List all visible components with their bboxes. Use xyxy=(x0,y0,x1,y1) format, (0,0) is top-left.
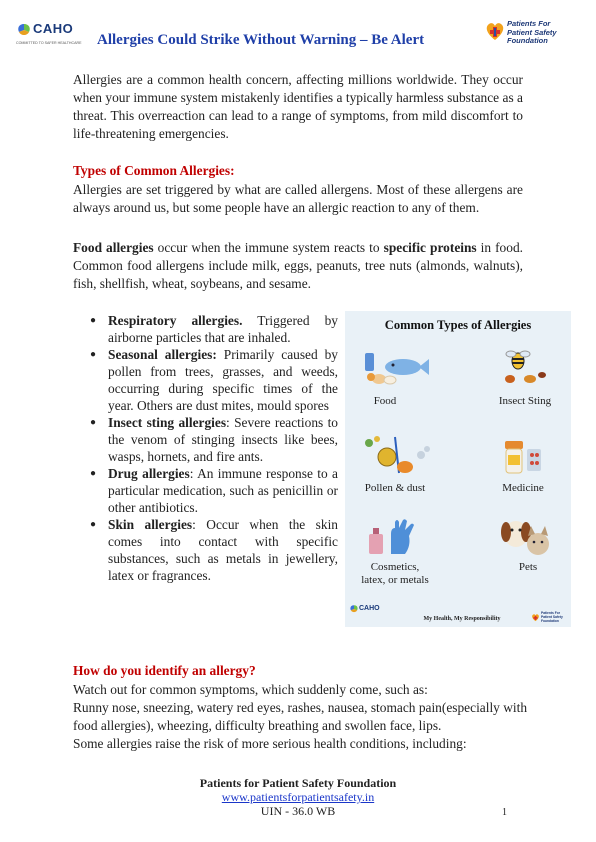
label-food: Food xyxy=(373,395,397,407)
infographic-title: Common Types of Allergies xyxy=(384,318,532,332)
caho-tagline: COMMITTED TO SAFER HEALTHCARE xyxy=(16,41,82,45)
bullet-title: Skin allergies xyxy=(108,517,193,532)
intro-paragraph: Allergies are a common health concern, affecting millions worldwide. They occur when your immune system mistakenly identifies a typically harmless substance as a threat. This overreaction can lead to a range of symptoms, from mild discomfort to life-threatening emergencies. xyxy=(73,72,523,141)
footer-organization: Patients for Patient Safety Foundation xyxy=(199,776,397,790)
allergy-bullet-list xyxy=(90,312,338,584)
types-paragraph: Allergies are set triggered by what are called allergens. Most of these allergens are always around us, but some people have an allergic reaction to any of them. xyxy=(73,182,523,215)
bullet-title: Drug allergies xyxy=(108,466,190,481)
heart-cross-icon xyxy=(484,20,506,42)
bullet-title: Respiratory allergies. xyxy=(108,313,243,328)
list-item xyxy=(90,465,338,516)
psf-line-1: Patients For xyxy=(507,19,551,28)
bullet-text: : Occur when the skin comes into contact with specific substances, such as metals in jewellery, latex or fragrances. xyxy=(108,517,338,583)
label-cosmetics xyxy=(355,561,435,587)
label-insect: Insect Sting xyxy=(498,395,552,407)
food-paragraph xyxy=(73,239,523,293)
footer-uin: UIN - 36.0 WB xyxy=(260,804,336,818)
medicine-icon xyxy=(501,437,545,477)
caho-name: CAHO xyxy=(33,21,74,36)
allergy-infographic xyxy=(345,311,571,627)
label-cosmetics-line2: latex, or metals xyxy=(361,574,429,586)
footer-link[interactable]: www.patientsforpatientsafety.in xyxy=(221,790,375,804)
insect-icon xyxy=(500,349,550,389)
food-bold2: specific proteins xyxy=(383,240,477,255)
list-item xyxy=(90,346,338,414)
cosmetics-icon xyxy=(365,516,421,558)
bullet-title: Insect sting allergies xyxy=(108,415,227,430)
list-item xyxy=(90,414,338,465)
list-item xyxy=(90,312,338,346)
types-heading: Types of Common Allergies: xyxy=(73,163,235,178)
identify-line-2: Runny nose, sneezing, watery red eyes, rashes, nausea, stomach pain(especially with food allergies), wheezing, difficulty breathing and swollen face, lips. xyxy=(73,700,528,733)
label-medicine: Medicine xyxy=(502,482,544,494)
bullet-text: : An immune response to a particular medication, such as penicillin or other antibiotics. xyxy=(108,466,338,515)
food-lead: Food allergies xyxy=(73,240,154,255)
psf-line-2: Patient Safety xyxy=(507,27,557,37)
food-icon xyxy=(363,349,429,387)
bullet-text: Primarily caused by pollen from trees, grasses, and weeds, occurring during specific times of the year. Others are dust mites, mould spores xyxy=(108,347,338,413)
label-pollen: Pollen & dust xyxy=(364,482,426,494)
label-cosmetics-line1: Cosmetics, xyxy=(370,561,420,573)
identify-line-1: Watch out for common symptoms, which suddenly come, such as: xyxy=(73,682,428,697)
label-pets: Pets xyxy=(518,561,538,573)
caho-mark-icon xyxy=(16,22,32,38)
pollen-icon xyxy=(361,433,431,477)
infographic-slogan: My Health, My Responsibility xyxy=(423,616,501,622)
infographic-caho: CAHO xyxy=(359,605,380,612)
psf-mini-icon xyxy=(531,613,540,622)
pets-icon xyxy=(500,512,554,558)
bullet-text: Triggered by airborne particles that are inhaled. xyxy=(108,313,338,345)
infographic-psf: Patients For Patient Safety Foundation xyxy=(541,611,563,623)
bullet-title: Seasonal allergies: xyxy=(108,347,217,362)
psf-logo-text xyxy=(507,20,557,46)
list-item xyxy=(90,516,338,584)
identify-heading: How do you identify an allergy? xyxy=(73,663,256,678)
identify-line-3: Some allergies raise the risk of more serious health conditions, including: xyxy=(73,736,467,751)
bullet-text: : Severe reactions to the venom of stinging insects like bees, wasps, hornets, and fire ants. xyxy=(108,415,338,464)
food-mid: occur when the immune system reacts to xyxy=(153,240,384,255)
psf-logo xyxy=(484,20,506,47)
caho-mini-icon xyxy=(349,604,359,614)
page-number: 1 xyxy=(502,807,507,818)
psf-line-3: Foundation xyxy=(507,36,548,45)
food-rest: in food. Common food allergens include milk, eggs, peanuts, tree nuts (almonds, walnuts), fish, shellfish, wheat, soybeans, and sesame. xyxy=(73,240,523,291)
page-title: Allergies Could Strike Without Warning – Be Alert xyxy=(97,32,425,48)
